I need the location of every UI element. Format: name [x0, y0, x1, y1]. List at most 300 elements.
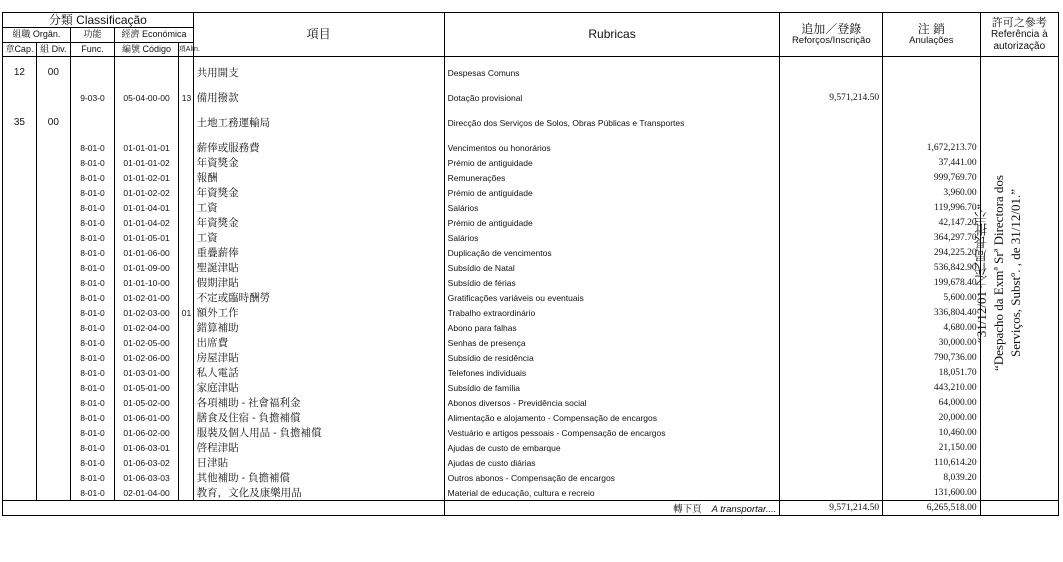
- division-cell: [36, 155, 70, 170]
- alinea-cell: [178, 335, 193, 350]
- table-row: [3, 320, 1059, 335]
- cancellation-cell: 443,210.00: [883, 380, 980, 395]
- rubrica-pt-cell: Duplicação de vencimentos: [444, 245, 780, 260]
- authorization-header: [980, 13, 1058, 57]
- reinforcement-cell: [780, 305, 883, 320]
- functional-code-cell: [70, 65, 114, 80]
- rubrica-pt-cell: Subsídio de Natal: [444, 260, 780, 275]
- reinforcement-cell: [780, 440, 883, 455]
- alinea-cell: [178, 410, 193, 425]
- cancellation-header-pt: Anulações: [909, 34, 954, 46]
- item-zh-cell: 啓程津貼: [193, 440, 444, 455]
- cancellation-cell: 119,996.70: [883, 200, 980, 215]
- rubrica-pt-cell: Alimentação e alojamento - Compensação de encargos: [444, 410, 780, 425]
- cancellation-cell: 1,672,213.70: [883, 140, 980, 155]
- spacer-cell: [780, 130, 883, 140]
- reinforcement-cell: [780, 245, 883, 260]
- table-row: [3, 215, 1059, 230]
- functional-code-cell: 8-01-0: [70, 380, 114, 395]
- code-header: 編號 Código: [115, 43, 179, 57]
- table-row: [3, 485, 1059, 501]
- reinforcement-cell: [780, 65, 883, 80]
- spacer-cell: [3, 105, 37, 115]
- cancellation-cell: 999,769.70: [883, 170, 980, 185]
- alinea-cell: [178, 455, 193, 470]
- reinforcement-cell: [780, 320, 883, 335]
- economic-code-cell: 01-02-04-00: [115, 320, 179, 335]
- division-cell: 00: [36, 115, 70, 130]
- spacer-row: [3, 130, 1059, 140]
- authorization-header-pt1: Referência à: [990, 29, 1048, 41]
- spacer-cell: [70, 80, 114, 90]
- economic-code-cell: 01-01-01-02: [115, 155, 179, 170]
- economic-code-cell: 01-06-03-01: [115, 440, 179, 455]
- economic-code-cell: 01-02-06-00: [115, 350, 179, 365]
- reinforcement-cell: [780, 200, 883, 215]
- division-cell: [36, 245, 70, 260]
- reinforcement-cell: [780, 155, 883, 170]
- division-cell: [36, 410, 70, 425]
- spacer-cell: [70, 105, 114, 115]
- alinea-cell: [178, 485, 193, 501]
- authorization-line-1: “31/12/01 之代局長批示”: [973, 203, 989, 343]
- functional-code-cell: 8-01-0: [70, 245, 114, 260]
- carry-forward-label: [444, 501, 780, 516]
- alinea-cell: [178, 440, 193, 455]
- functional-code-cell: [70, 115, 114, 130]
- table-row: [3, 185, 1059, 200]
- alinea-cell: 13: [178, 90, 193, 105]
- alinea-cell: [178, 65, 193, 80]
- table-row: [3, 425, 1059, 440]
- alinea-cell: [178, 380, 193, 395]
- economic-code-cell: 01-01-05-01: [115, 230, 179, 245]
- economic-code-cell: 05-04-00-00: [115, 90, 179, 105]
- cancellation-cell: 18,051.70: [883, 365, 980, 380]
- item-zh-cell: 各項補助 - 社會福利金: [193, 395, 444, 410]
- cancellation-cell: 37,441.00: [883, 155, 980, 170]
- functional-code-cell: 8-01-0: [70, 455, 114, 470]
- spacer-cell: [780, 105, 883, 115]
- functional-code-cell: 8-01-0: [70, 425, 114, 440]
- reinforcement-cell: [780, 215, 883, 230]
- spacer-row: [3, 105, 1059, 115]
- spacer-cell: [444, 105, 780, 115]
- functional-code-cell: 8-01-0: [70, 410, 114, 425]
- division-cell: [36, 260, 70, 275]
- rubrica-pt-cell: Despesas Comuns: [444, 65, 780, 80]
- table-row: [3, 395, 1059, 410]
- table-row: [3, 365, 1059, 380]
- functional-code-cell: 8-01-0: [70, 140, 114, 155]
- item-zh-cell: 出席費: [193, 335, 444, 350]
- item-zh-cell: 重疊薪俸: [193, 245, 444, 260]
- reinforcement-cell: [780, 380, 883, 395]
- item-zh-cell: 年資獎金: [193, 215, 444, 230]
- chapter-cell: [3, 305, 37, 320]
- rubrica-pt-cell: Salários: [444, 200, 780, 215]
- economic-code-cell: [115, 65, 179, 80]
- chapter-cell: [3, 215, 37, 230]
- economic-code-cell: 01-02-05-00: [115, 335, 179, 350]
- alinea-cell: [178, 155, 193, 170]
- alinea-cell: [178, 320, 193, 335]
- reinforcement-cell: [780, 290, 883, 305]
- alinea-cell: [178, 350, 193, 365]
- item-zh-cell: 備用撥款: [193, 90, 444, 105]
- functional-code-cell: 8-01-0: [70, 155, 114, 170]
- cancellation-cell: 4,680.00: [883, 320, 980, 335]
- spacer-cell: [178, 130, 193, 140]
- item-zh-cell: 家庭津貼: [193, 380, 444, 395]
- spacer-cell: [883, 80, 980, 90]
- alinea-header: 項Alín.: [178, 43, 193, 57]
- spacer-cell: [444, 80, 780, 90]
- alinea-cell: [178, 275, 193, 290]
- division-cell: [36, 470, 70, 485]
- functional-code-cell: 8-01-0: [70, 200, 114, 215]
- rubrica-pt-cell: Trabalho extraordinário: [444, 305, 780, 320]
- division-cell: [36, 365, 70, 380]
- economic-code-cell: 01-01-02-01: [115, 170, 179, 185]
- division-cell: [36, 380, 70, 395]
- cancellation-cell: 364,297.70: [883, 230, 980, 245]
- reinforcement-cell: [780, 275, 883, 290]
- item-zh-cell: 教育，文化及康樂用品: [193, 485, 444, 501]
- functional-code-cell: 8-01-0: [70, 335, 114, 350]
- rubrica-pt-cell: Salários: [444, 230, 780, 245]
- table-row: [3, 470, 1059, 485]
- alinea-cell: [178, 200, 193, 215]
- budget-table: [2, 12, 1059, 516]
- chapter-cell: [3, 440, 37, 455]
- item-zh-cell: 聖誕津貼: [193, 260, 444, 275]
- chapter-cell: [3, 320, 37, 335]
- functional-header: 功能: [70, 28, 114, 43]
- item-zh-cell: 服裝及個人用品 - 負擔補償: [193, 425, 444, 440]
- item-zh-cell: 房屋津貼: [193, 350, 444, 365]
- table-row: [3, 245, 1059, 260]
- alinea-cell: [178, 115, 193, 130]
- reinforcement-cell: [780, 470, 883, 485]
- authorization-header-pt2: autorização: [993, 40, 1046, 52]
- functional-code-cell: 8-01-0: [70, 275, 114, 290]
- spacer-cell: [193, 80, 444, 90]
- authorization-line-3: Serviços, Substº. , de 31/12/01.”: [1007, 189, 1023, 357]
- chapter-cell: [3, 245, 37, 260]
- functional-code-cell: 8-01-0: [70, 170, 114, 185]
- rubrica-pt-cell: Prémio de antiguidade: [444, 155, 780, 170]
- chapter-cell: [3, 470, 37, 485]
- item-zh-cell: 其他補助 - 負擔補償: [193, 470, 444, 485]
- reinforcement-cell: [780, 485, 883, 501]
- cancellation-cell: 536,842.90: [883, 260, 980, 275]
- cancellation-cell: [883, 90, 980, 105]
- table-row: [3, 275, 1059, 290]
- rubrica-pt-cell: Ajudas de custo diárias: [444, 455, 780, 470]
- spacer-cell: [883, 130, 980, 140]
- division-cell: [36, 230, 70, 245]
- cancellation-cell: 5,600.00: [883, 290, 980, 305]
- economic-code-cell: 01-01-02-02: [115, 185, 179, 200]
- carry-forward-zh: 轉下頁: [673, 504, 702, 515]
- chapter-cell: [3, 365, 37, 380]
- table-row: [3, 455, 1059, 470]
- chapter-cell: 12: [3, 65, 37, 80]
- organic-header: 組職 Orgân.: [3, 28, 71, 43]
- division-cell: [36, 320, 70, 335]
- functional-code-cell: 9-03-0: [70, 90, 114, 105]
- division-cell: [36, 185, 70, 200]
- reinforcement-cell: [780, 365, 883, 380]
- table-row: [3, 335, 1059, 350]
- economic-code-cell: 01-01-04-02: [115, 215, 179, 230]
- table-row: [3, 155, 1059, 170]
- rubrica-pt-cell: Gratificações variáveis ou eventuais: [444, 290, 780, 305]
- chapter-cell: [3, 350, 37, 365]
- table-row: [3, 305, 1059, 320]
- cancellation-header-zh: 注 銷: [917, 22, 946, 37]
- chapter-cell: [3, 410, 37, 425]
- table-row: [3, 290, 1059, 305]
- chapter-cell: [3, 200, 37, 215]
- authorization-line-2: “Despacho da Exmª Srª Directora dos: [990, 175, 1006, 371]
- chapter-cell: [3, 425, 37, 440]
- spacer-cell: [115, 130, 179, 140]
- spacer-row: [3, 57, 1059, 66]
- item-zh-cell: 假期津貼: [193, 275, 444, 290]
- rubrica-pt-cell: Vencimentos ou honorários: [444, 140, 780, 155]
- functional-code-cell: 8-01-0: [70, 395, 114, 410]
- division-cell: [36, 350, 70, 365]
- rubrica-pt-cell: Dotação provisional: [444, 90, 780, 105]
- division-cell: [36, 305, 70, 320]
- division-cell: [36, 455, 70, 470]
- economic-code-cell: 01-02-01-00: [115, 290, 179, 305]
- alinea-cell: 01: [178, 305, 193, 320]
- chapter-cell: [3, 275, 37, 290]
- reinforcement-header-zh: 追加／登錄: [801, 22, 862, 37]
- cancellation-cell: 336,804.40: [883, 305, 980, 320]
- cancellation-total: 6,265,518.00: [883, 501, 980, 516]
- item-zh-cell: 錯算補助: [193, 320, 444, 335]
- spacer-cell: [883, 105, 980, 115]
- economic-header: 經濟 Económica: [115, 28, 193, 43]
- item-zh-cell: 額外工作: [193, 305, 444, 320]
- item-zh-cell: 膳食及住宿 - 負擔補償: [193, 410, 444, 425]
- alinea-cell: [178, 245, 193, 260]
- spacer-cell: [444, 130, 780, 140]
- cancellation-cell: 790,736.00: [883, 350, 980, 365]
- reinforcement-cell: [780, 335, 883, 350]
- table-row: [3, 230, 1059, 245]
- division-cell: [36, 335, 70, 350]
- functional-code-cell: 8-01-0: [70, 365, 114, 380]
- item-zh-cell: 薪俸或服務費: [193, 140, 444, 155]
- reinforcement-cell: [780, 115, 883, 130]
- spacer-cell: [3, 80, 37, 90]
- reinforcement-cell: [780, 410, 883, 425]
- chapter-header: 章Cap.: [3, 43, 37, 57]
- spacer-cell: [178, 80, 193, 90]
- cancellation-cell: 21,150.00: [883, 440, 980, 455]
- reinforcement-header-pt: Reforços/Inscrição: [791, 34, 871, 46]
- reinforcement-cell: [780, 185, 883, 200]
- spacer-cell: [3, 130, 37, 140]
- functional-code-cell: 8-01-0: [70, 305, 114, 320]
- rubrica-pt-cell: Subsídio de família: [444, 380, 780, 395]
- functional-code-cell: 8-01-0: [70, 470, 114, 485]
- reinforcement-cell: [780, 170, 883, 185]
- chapter-cell: 35: [3, 115, 37, 130]
- table-row: [3, 200, 1059, 215]
- cancellation-cell: 8,039.20: [883, 470, 980, 485]
- table-row: [3, 90, 1059, 105]
- chapter-cell: [3, 185, 37, 200]
- economic-code-cell: 01-06-01-00: [115, 410, 179, 425]
- economic-code-cell: 01-05-01-00: [115, 380, 179, 395]
- chapter-cell: [3, 290, 37, 305]
- rubrica-pt-cell: Subsídio de residência: [444, 350, 780, 365]
- economic-code-cell: 01-01-01-01: [115, 140, 179, 155]
- reinforcement-cell: [780, 260, 883, 275]
- item-zh-cell: 工資: [193, 200, 444, 215]
- economic-code-cell: 01-02-03-00: [115, 305, 179, 320]
- division-cell: [36, 425, 70, 440]
- item-zh-cell: 報酬: [193, 170, 444, 185]
- item-zh-cell: 不定或臨時酬勞: [193, 290, 444, 305]
- economic-code-cell: 01-05-02-00: [115, 395, 179, 410]
- item-zh-cell: 日津貼: [193, 455, 444, 470]
- functional-code-cell: 8-01-0: [70, 215, 114, 230]
- division-cell: [36, 485, 70, 501]
- division-cell: 00: [36, 65, 70, 80]
- item-zh-cell: 年資獎金: [193, 155, 444, 170]
- cancellation-header: [883, 13, 980, 57]
- spacer-cell: [115, 105, 179, 115]
- economic-code-cell: 01-01-09-00: [115, 260, 179, 275]
- table-row: [3, 170, 1059, 185]
- cancellation-cell: 110,614.20: [883, 455, 980, 470]
- reinforcement-cell: [780, 230, 883, 245]
- chapter-cell: [3, 395, 37, 410]
- cancellation-cell: 131,600.00: [883, 485, 980, 501]
- reinforcement-cell: [780, 140, 883, 155]
- cancellation-cell: 64,000.00: [883, 395, 980, 410]
- chapter-cell: [3, 155, 37, 170]
- rubrica-pt-cell: Vestuário e artigos pessoais - Compensação de encargos: [444, 425, 780, 440]
- alinea-cell: [178, 230, 193, 245]
- carry-forward-pt: A transportar....: [711, 504, 777, 515]
- cancellation-cell: 294,225.20: [883, 245, 980, 260]
- rubrica-pt-cell: Direcção dos Serviços de Solos, Obras Públicas e Transportes: [444, 115, 780, 130]
- division-cell: [36, 395, 70, 410]
- cancellation-cell: 199,678.40: [883, 275, 980, 290]
- reinforcement-cell: [780, 395, 883, 410]
- table-body: [3, 57, 1059, 501]
- authorization-note: [973, 123, 1063, 423]
- carry-forward-row: [3, 501, 1059, 516]
- table-row: [3, 350, 1059, 365]
- economic-code-cell: [115, 115, 179, 130]
- cancellation-cell: [883, 115, 980, 130]
- item-zh-cell: 私人電話: [193, 365, 444, 380]
- rubrica-pt-cell: Abonos diversos - Previdência social: [444, 395, 780, 410]
- functional-code-cell: 8-01-0: [70, 485, 114, 501]
- alinea-cell: [178, 140, 193, 155]
- rubrica-pt-cell: Material de educação, cultura e recreio: [444, 485, 780, 501]
- spacer-cell: [193, 130, 444, 140]
- chapter-cell: [3, 170, 37, 185]
- cancellation-cell: 10,460.00: [883, 425, 980, 440]
- cancellation-cell: 42,147.20: [883, 215, 980, 230]
- spacer-cell: [178, 105, 193, 115]
- chapter-cell: [3, 380, 37, 395]
- economic-code-cell: 01-06-03-03: [115, 470, 179, 485]
- division-cell: [36, 290, 70, 305]
- spacer-cell: [115, 80, 179, 90]
- division-cell: [36, 90, 70, 105]
- functional-code-cell: 8-01-0: [70, 440, 114, 455]
- reinforcement-cell: 9,571,214.50: [780, 90, 883, 105]
- economic-code-cell: 01-06-03-02: [115, 455, 179, 470]
- functional-code-cell: 8-01-0: [70, 350, 114, 365]
- economic-code-cell: 01-01-06-00: [115, 245, 179, 260]
- rubrica-pt-cell: Remunerações: [444, 170, 780, 185]
- authorization-cell: [973, 57, 1058, 501]
- alinea-cell: [178, 290, 193, 305]
- division-cell: [36, 200, 70, 215]
- rubrica-pt-cell: Ajudas de custo de embarque: [444, 440, 780, 455]
- spacer-cell: [193, 105, 444, 115]
- functional-code-cell: 8-01-0: [70, 230, 114, 245]
- economic-code-cell: 02-01-04-00: [115, 485, 179, 501]
- rubricas-header: Rubricas: [444, 13, 780, 57]
- division-header: 組 Div.: [36, 43, 70, 57]
- spacer-cell: [70, 130, 114, 140]
- reinforcement-cell: [780, 425, 883, 440]
- functional-code-cell: 8-01-0: [70, 290, 114, 305]
- classification-header: 分類 Classificação: [3, 13, 194, 28]
- table-row: [3, 140, 1059, 155]
- alinea-cell: [178, 170, 193, 185]
- spacer-cell: [36, 80, 70, 90]
- item-zh-cell: 土地工務運輸局: [193, 115, 444, 130]
- division-cell: [36, 215, 70, 230]
- chapter-cell: [3, 90, 37, 105]
- rubrica-pt-cell: Outros abonos - Compensação de encargos: [444, 470, 780, 485]
- spacer-cell: [36, 105, 70, 115]
- cancellation-cell: 3,960.00: [883, 185, 980, 200]
- table-row: [3, 410, 1059, 425]
- alinea-cell: [178, 260, 193, 275]
- rubrica-pt-cell: Prémio de antiguidade: [444, 215, 780, 230]
- alinea-cell: [178, 395, 193, 410]
- functional-code-cell: 8-01-0: [70, 185, 114, 200]
- authorization-header-zh: 許可之參考: [991, 16, 1047, 29]
- reinforcement-cell: [780, 455, 883, 470]
- economic-code-cell: 01-01-10-00: [115, 275, 179, 290]
- rubrica-pt-cell: Abono para falhas: [444, 320, 780, 335]
- chapter-cell: [3, 260, 37, 275]
- economic-code-cell: 01-06-02-00: [115, 425, 179, 440]
- table-row: [3, 260, 1059, 275]
- cancellation-cell: 20,000.00: [883, 410, 980, 425]
- chapter-cell: [3, 485, 37, 501]
- table-row: [3, 440, 1059, 455]
- cancellation-cell: 30,000.00: [883, 335, 980, 350]
- spacer-row: [3, 80, 1059, 90]
